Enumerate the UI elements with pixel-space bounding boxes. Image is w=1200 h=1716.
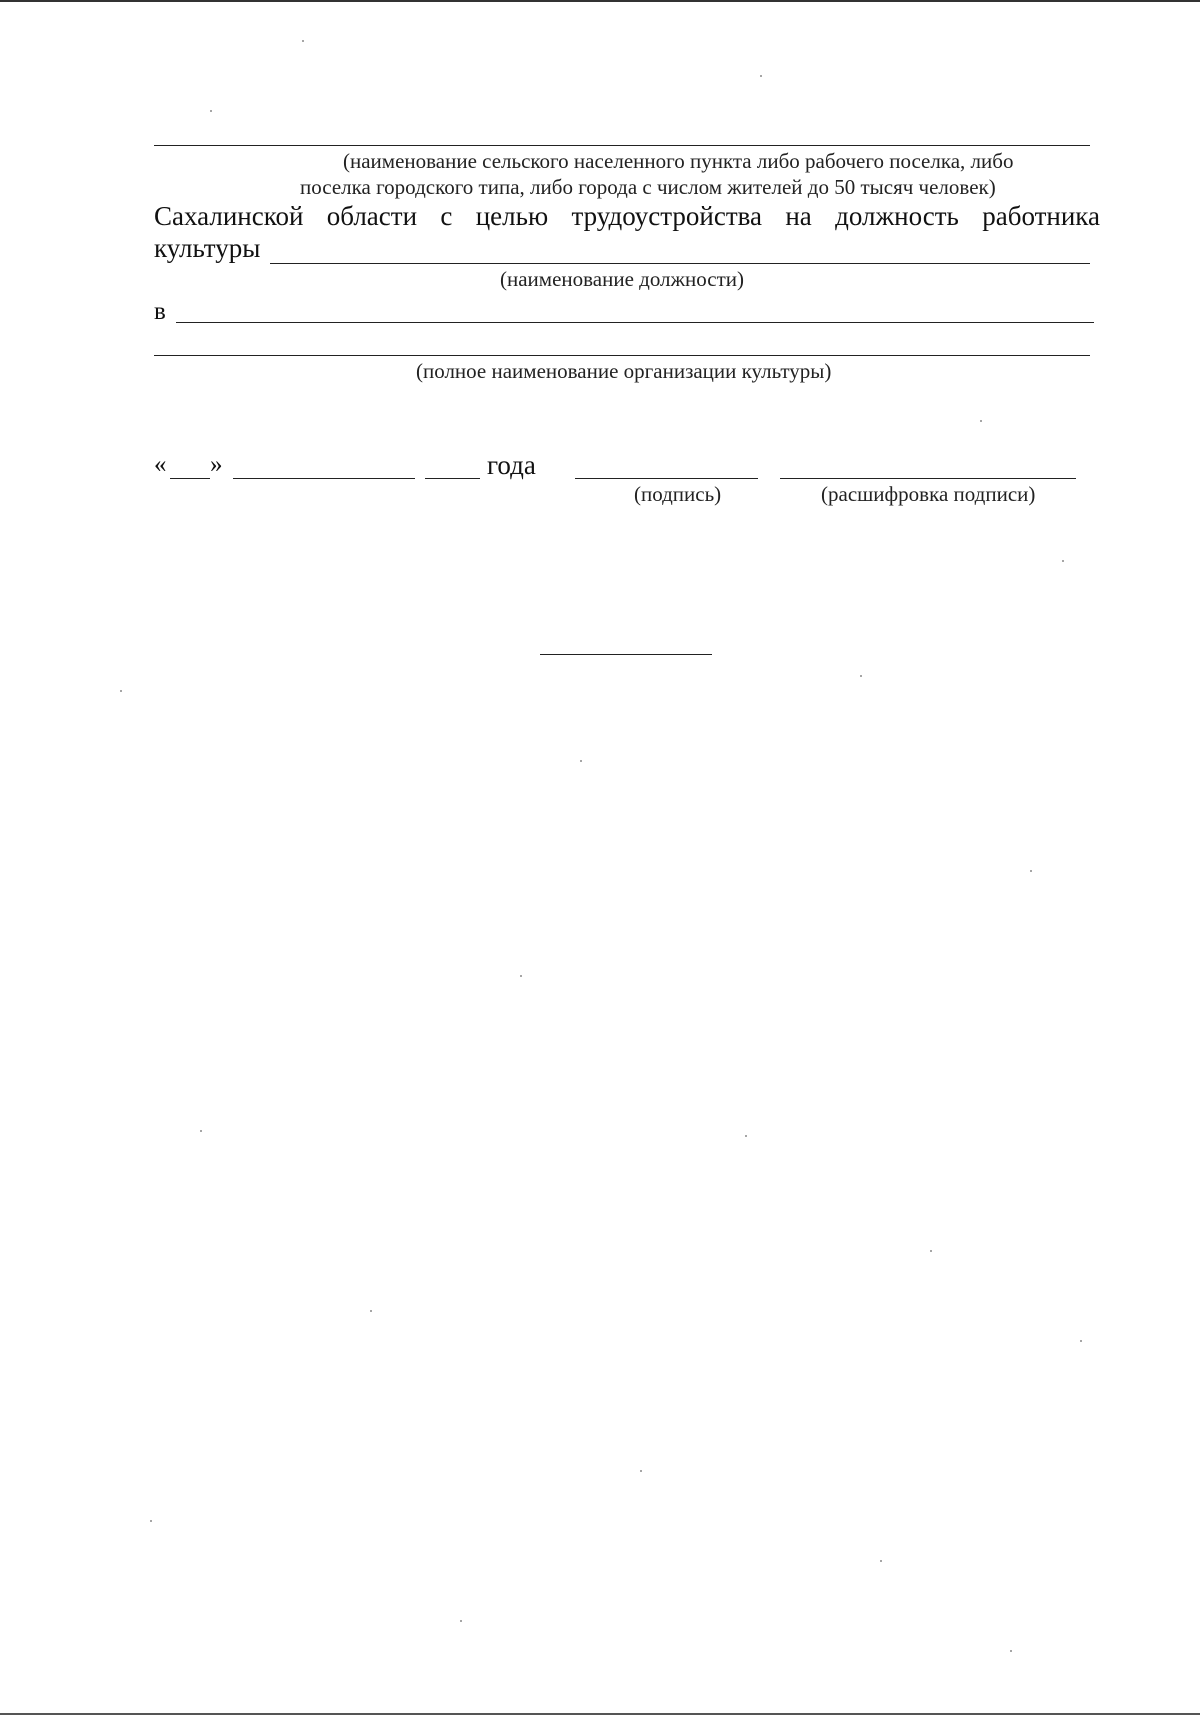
- org-name-line-1[interactable]: [176, 322, 1094, 323]
- signature-line[interactable]: [575, 478, 758, 479]
- org-caption: (полное наименование организации культуры): [416, 359, 832, 383]
- date-day-line[interactable]: [170, 478, 210, 479]
- date-year-line[interactable]: [425, 478, 480, 479]
- org-prefix: в: [154, 298, 166, 325]
- closing-separator-line: [540, 654, 712, 655]
- position-caption: (наименование должности): [500, 267, 745, 291]
- page-bottom-edge: [0, 1713, 1200, 1715]
- body-text-line1: Сахалинской области с целью трудоустройства на должность работника: [154, 201, 1100, 231]
- signature-decoding-caption: (расшифровка подписи): [821, 482, 1036, 506]
- settlement-caption-line2: поселка городского типа, либо города с числом жителей до 50 тысяч человек): [300, 175, 996, 199]
- position-name-line[interactable]: [270, 263, 1090, 264]
- signature-decoding-line[interactable]: [780, 478, 1076, 479]
- org-name-line-2[interactable]: [154, 355, 1090, 356]
- date-year-word: года: [487, 450, 536, 480]
- settlement-caption-line1: (наименование сельского населенного пункта либо рабочего поселка, либо: [343, 149, 1014, 173]
- signature-caption: (подпись): [634, 482, 722, 506]
- date-open-quote: «: [154, 451, 167, 478]
- settlement-name-line[interactable]: [154, 145, 1090, 146]
- page-top-edge: [0, 0, 1200, 2]
- date-month-line[interactable]: [233, 478, 415, 479]
- body-text-line2-prefix: культуры: [154, 233, 261, 263]
- date-close-quote: »: [210, 451, 223, 478]
